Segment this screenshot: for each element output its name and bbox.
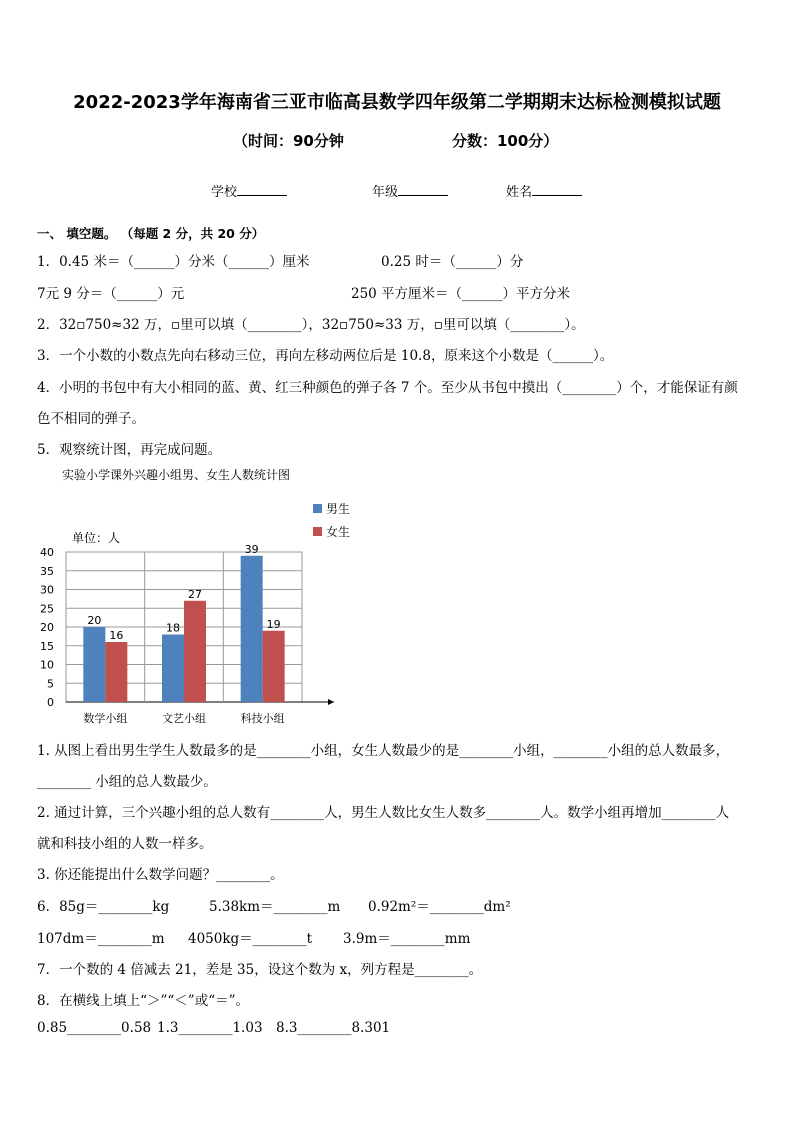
chart-title: 实验小学课外兴趣小组男、女生人数统计图 [62,468,291,482]
y-tick-label: 0 [47,696,54,709]
q5-sub1-line1: 1. 从图上看出男生学生人数最多的是________小组，女生人数最少的是________小组，________小组的总人数最多， [37,743,730,759]
q1-part-a: 1．0.45 米＝（______）分米（______）厘米 [37,254,310,270]
q5-sub2-line2: 就和科技小组的人数一样多。 [37,836,213,852]
legend-swatch [313,527,322,536]
y-tick-label: 5 [47,677,54,691]
question-7: 7．一个数的 4 倍减去 21，差是 35，设这个数为 x，列方程是________。 [37,962,483,978]
bar [184,601,206,702]
name-blank[interactable] [532,183,582,196]
q8-item-c: 8.3________8.301 [276,1020,391,1036]
exam-score: 分数：100分） [452,132,559,150]
bar [263,631,285,702]
y-tick-label: 20 [40,621,54,634]
legend-swatch [313,504,322,513]
q1-part-b: 0.25 时＝（______）分 [381,254,524,270]
q5-sub2-line1: 2. 通过计算，三个兴趣小组的总人数有________人，男生人数比女生人数多________人。数学小组再增加________人 [37,805,730,821]
grade-blank[interactable] [398,183,448,196]
school-blank[interactable] [237,183,287,196]
legend-label: 男生 [326,502,351,516]
bar [105,642,127,702]
question-4-line1: 4．小明的书包中有大小相同的蓝、黄、红三种颜色的弹子各 7 个。至少从书包中摸出（________）个，才能保证有颜 [37,380,738,396]
data-label: 16 [109,629,124,642]
bar [162,635,184,703]
q5-sub1-line2: ________ 小组的总人数最少。 [37,774,217,790]
x-tick-label: 科技小组 [240,712,285,725]
q6-part-d: 107dm＝________m [37,931,165,947]
name-label: 姓名 [506,185,533,200]
q8-item-a: 0.85________0.58 [37,1020,152,1036]
y-tick-label: 10 [40,658,54,672]
legend-label: 女生 [326,525,351,539]
q1-part-c: 7元 9 分＝（______）元 [37,286,185,302]
question-2: 2．32▫750≈32 万，▫里可以填（________），32▫750≈33 万，▫里可以填（________）。 [37,317,585,333]
question-8: 8．在横线上填上“＞”“＜”或“＝”。 [37,993,249,1009]
chart-legend [313,501,350,539]
q5-sub3: 3. 你还能提出什么数学问题？________。 [37,867,284,883]
data-label: 39 [244,542,259,556]
school-field[interactable] [211,181,287,200]
data-label: 19 [266,617,281,631]
exam-time: （时间：90分钟 [233,132,344,150]
bar [83,627,105,702]
q6-part-a: 6．85g＝________kg [37,899,170,915]
q6-part-b: 5.38km＝________m [209,899,341,915]
name-field[interactable] [506,181,582,200]
x-axis-arrow [328,699,334,705]
question-5: 5．观察统计图，再完成问题。 [37,442,222,458]
y-tick-label: 15 [40,639,54,653]
school-label: 学校 [211,185,238,200]
bar-chart [30,460,370,732]
y-tick-label: 25 [40,602,54,616]
grade-label: 年级 [372,185,399,200]
data-label: 27 [188,587,202,601]
x-tick-label: 数学小组 [83,712,128,725]
data-label: 20 [87,614,102,627]
y-tick-label: 30 [40,583,54,597]
data-label: 18 [166,621,180,635]
page-title: 2022-2023学年海南省三亚市临高县数学四年级第二学期期末达标检测模拟试题 [73,92,721,113]
q6-part-e: 4050kg＝________t [188,931,313,947]
q1-part-d: 250 平方厘米＝（______）平方分米 [351,286,571,302]
bar [241,556,263,702]
grade-field[interactable] [372,181,448,200]
y-tick-label: 40 [40,546,54,559]
question-3: 3．一个小数的小数点先向右移动三位，再向左移动两位后是 10.8，原来这个小数是（______）。 [37,348,614,364]
x-tick-label: 文艺小组 [162,712,206,725]
y-tick-label: 35 [40,564,54,578]
section-heading: 一、 填空题。 （每题 2 分，共 20 分） [37,226,265,241]
q8-item-b: 1.3________1.03 [157,1020,263,1036]
question-4-line2: 色不相同的弹子。 [37,411,145,427]
q6-part-f: 3.9m＝________mm [343,931,471,947]
q6-part-c: 0.92m²＝________dm² [368,899,511,915]
y-axis-unit: 单位：人 [72,531,121,545]
